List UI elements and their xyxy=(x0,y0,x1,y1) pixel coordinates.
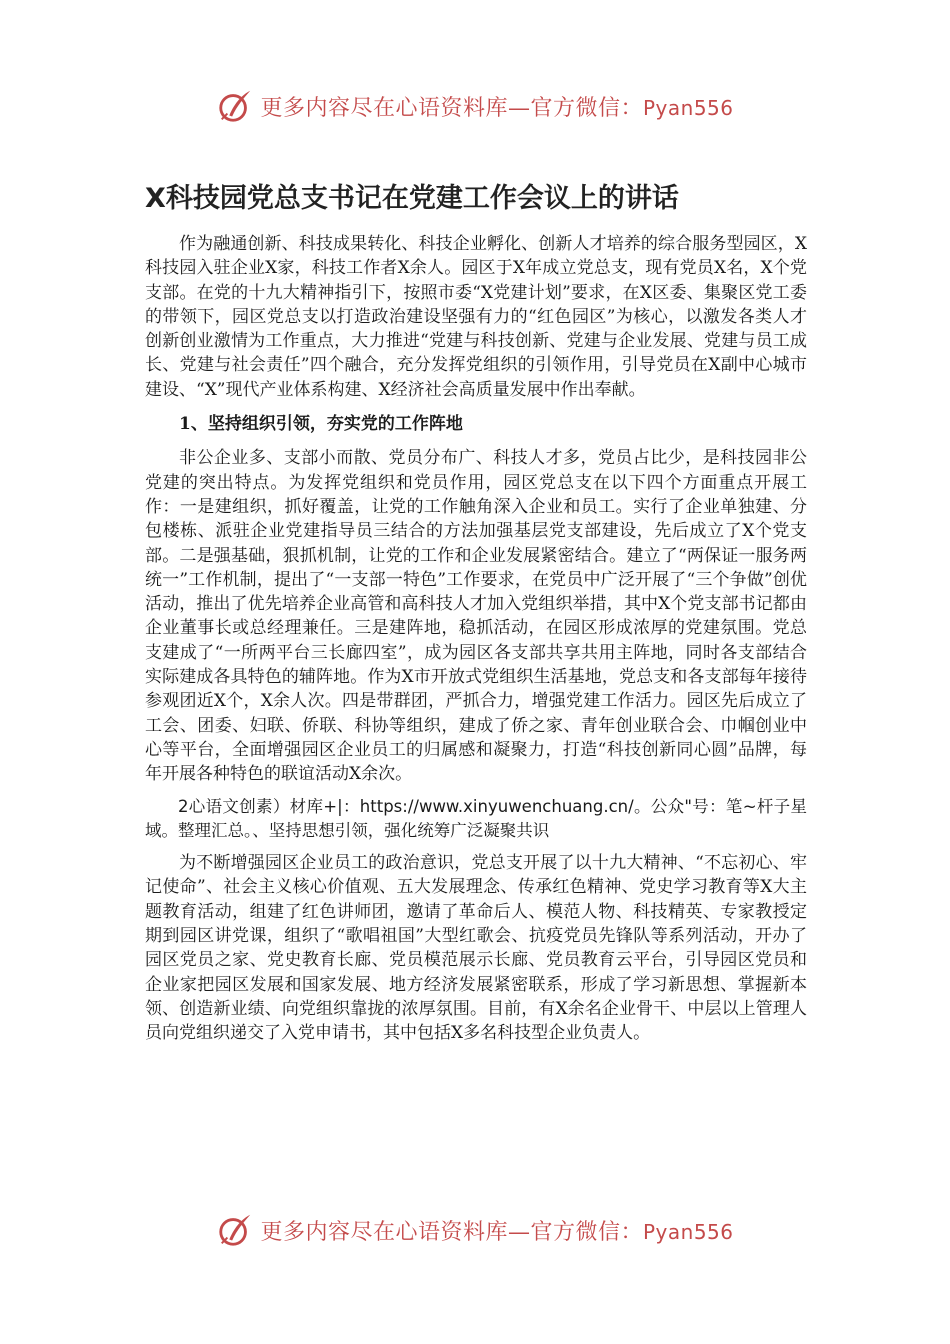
paragraph-section-2: 为不断增强园区企业员工的政治意识，党总支开展了以十九大精神、“不忘初心、牢记使命”、社会主义核心价值观、五大发展理念、传承红色精神、党史学习教育等X大主题教育活动，组建了红色讲师团，邀请了革命后人、模范人物、科技精英、专家教授定期到园区讲党课，组织了“歌唱祖国”大型红歌会、抗疫党员先锋队等系列活动，开办了园区党员之家、党史教育长廊、党员模范展示长廊、党员教育云平台，引导园区党员和企业家把园区发展和国家发展、地方经济发展紧密联系，形成了学习新思想、掌握新本领、创造新业绩、向党组织靠拢的浓厚氛围。目前，有X余名企业骨干、中层以上管理人员向党组织递交了入党申请书，其中包括X多名科技型企业负责人。 xyxy=(145,853,807,1044)
watermark-banner-bottom xyxy=(0,1208,950,1252)
document-body xyxy=(145,232,807,1046)
quill-logo-icon xyxy=(216,1211,254,1249)
paragraph-intro: 作为融通创新、科技成果转化、科技企业孵化、创新人才培养的综合服务型园区，X科技园入驻企业X家，科技工作者X余人。园区于X年成立党总支，现有党员X名，X个党支部。在党的十九大精神指引下，按照市委“X党建计划”要求，在X区委、集聚区党工委的带领下，园区党总支以打造政治建设坚强有力的“红色园区”为核心，以激发各类人才创新创业激情为工作重点，大力推进“党建与科技创新、党建与企业发展、党建与员工成长、党建与社会责任”四个融合，充分发挥党组织的引领作用，引导党员在X副中心城市建设、“X”现代产业体系构建、X经济社会高质量发展中作出奉献。 xyxy=(145,234,807,400)
watermark-banner-top xyxy=(0,84,950,128)
quill-logo-icon xyxy=(216,87,254,125)
section-heading-1: 1、坚持组织引领，夯实党的工作阵地 xyxy=(179,414,463,435)
document-title: X科技园党总支书记在党建工作会议上的讲话 xyxy=(145,183,679,214)
paragraph-section-1: 非公企业多、支部小而散、党员分布广、科技人才多，党员占比少，是科技园非公党建的突出特点。为发挥党组织和党员作用，园区党总支在以下四个方面重点开展工作：一是建组织，抓好覆盖，让党的工作触角深入企业和员工。实行了企业单独建、分包楼栋、派驻企业党建指导员三结合的方法加强基层党支部建设，先后成立了X个党支部。二是强基础，狠抓机制，让党的工作和企业发展紧密结合。建立了“两保证一服务两统一”工作机制，提出了“一支部一特色”工作要求，在党员中广泛开展了“三个争做”创优活动，推出了优先培养企业高管和高科技人才加入党组织举措，其中X个党支部书记都由企业董事长或总经理兼任。三是建阵地，稳抓活动，在园区形成浓厚的党建氛围。党总支建成了“一所两平台三长廊四室”，成为园区各支部共享共用主阵地，同时各支部结合实际建成各具特色的辅阵地。作为X市开放式党组织生活基地，党总支和各支部每年接待参观团近X个，X余人次。四是带群团，严抓合力，增强党建工作活力。园区先后成立了工会、团委、妇联、侨联、科协等组织，建成了侨之家、青年创业联合会、巾帼创业中心等平台，全面增强园区企业员工的归属感和凝聚力，打造“科技创新同心圆”品牌，每年开展各种特色的联谊活动X余次。 xyxy=(145,448,807,785)
section-heading-2: 2心语文创素）材库+|：https://www.xinyuwenchuang.cn/。公众"号：笔~杆子星域。整理汇总。、坚持思想引领，强化统筹广泛凝聚共识 xyxy=(145,796,807,840)
watermark-text: 更多内容尽在心语资料库—官方微信：Pyan556 xyxy=(260,1219,734,1245)
watermark-text: 更多内容尽在心语资料库—官方微信：Pyan556 xyxy=(260,95,734,121)
